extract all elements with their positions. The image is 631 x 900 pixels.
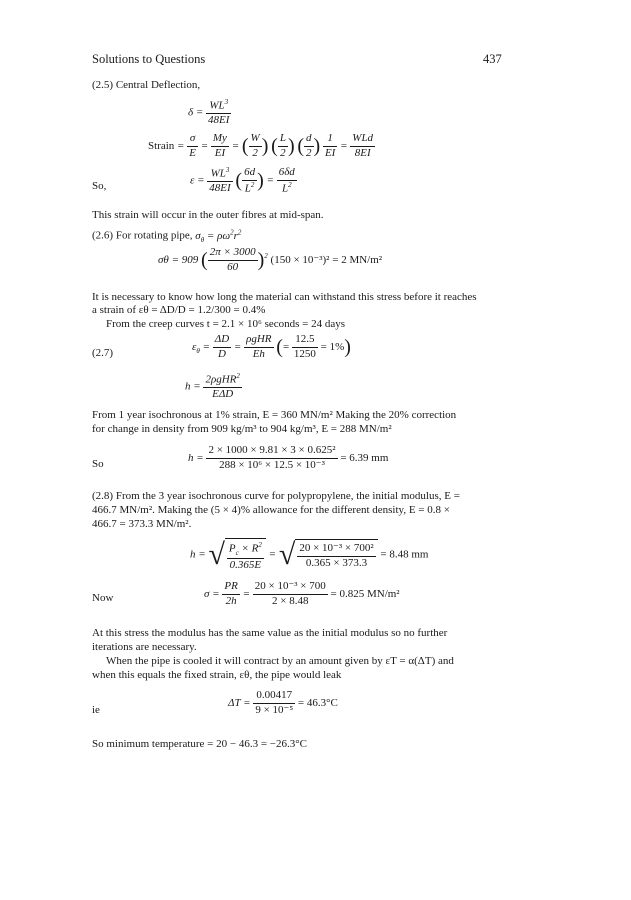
- q28-text-1: (2.8) From the 3 year isochronous curve for polypropylene, the initial modulus, E =: [92, 490, 460, 502]
- q27-text-1: From 1 year isochronous at 1% strain, E = 360 MN/m² Making the 20% correction: [92, 409, 457, 421]
- q25-conclusion: This strain will occur in the outer fibres at mid-span.: [92, 209, 324, 221]
- q28-text-7: when this equals the fixed strain, εθ, the pipe would leak: [92, 669, 342, 681]
- q27-h-calculation: h = $\frac{\text{2 × 1000 × 9.81 × 3 × 0.625²}}{\text{288 × 10⁶ × 12.5 × 10⁻³}}$ = 6.39 mm: [188, 444, 389, 471]
- q26-intro: (2.6) For rotating pipe,: [92, 229, 193, 242]
- q25-so-label: So,: [92, 180, 107, 192]
- q26-text-2: a strain of εθ = ΔD/D = 1.2/300 = 0.4%: [92, 304, 266, 316]
- q28-text-3: 466.7 = 373.3 MN/m².: [92, 518, 192, 530]
- q28-delta-t-equation: ΔT = $\frac{0.00417}{\text{9 × 10⁻⁵}}$ = 46.3°C: [228, 689, 338, 716]
- page-header-title: Solutions to Questions: [92, 52, 206, 66]
- q27-text-2: for change in density from 909 kg/m³ to 904 kg/m³, E = 288 MN/m²: [92, 423, 392, 435]
- q28-final: So minimum temperature = 20 − 46.3 = −26.3°C: [92, 738, 307, 750]
- q28-text-4: At this stress the modulus has the same value as the initial modulus so no further: [92, 627, 448, 639]
- q28-ie-label: ie: [92, 704, 100, 716]
- q25-epsilon-equation: ε = $\frac{WL^3}{48EI}$ ( $\frac{6d}{L^2}$ ) = $\frac{6\delta d}{L^2}$: [190, 166, 295, 195]
- q26-intro-line: (2.6) For rotating pipe, $\sigma_\theta = \rho\omega^2r^2$: [92, 228, 242, 244]
- q25-intro: (2.5) Central Deflection,: [92, 79, 201, 91]
- q28-h-equation: h = √ $\frac{P_c \times R^2}{0.365E}$ = √ $\frac{\text{20 × 10⁻³ × 700²}}{0.365 \times 373.3}$ = 8.48 mm: [190, 538, 429, 572]
- q26-stress-equation: σθ = 909 ( $\frac{2\pi \times 3000}{60}$ )$^2$ (150 × 10⁻³)² = 2 MN/m²: [158, 246, 383, 273]
- q27-strain-equation: $\varepsilon_\theta$ = $\frac{\Delta D}{D}$ = $\frac{\text{ρgHR}}{Eh}$ (= $\frac{12.5}{1250}$ = 1%): [192, 333, 351, 360]
- q27-h-formula: h = $\frac{2\rho gHR^2}{\text{EΔD}}$: [185, 372, 240, 401]
- q27-so-label: So: [92, 458, 104, 470]
- q25-strain-label: Strain: [148, 139, 175, 152]
- q28-sigma-equation: σ = $\frac{PR}{2h}$ = $\frac{\text{20 × 10⁻³ × 700}}{2 \times 8.48}$ = 0.825 MN/m²: [204, 580, 400, 607]
- q25-strain-equation: Strain = $\frac{\sigma}{E}$ = $\frac{My}{EI}$ = ( $\frac{W}{2}$ ) ( $\frac{L}{2}$ ) ( $\frac{d}{2}$ ) $\frac{1}{EI}$ = $\frac{\text{WLd}}{8EI}$: [148, 132, 374, 159]
- q28-text-2: 466.7 MN/m². Making the (5 × 4)% allowance for the different density, E = 0.8 ×: [92, 504, 450, 516]
- q28-now-label: Now: [92, 592, 114, 604]
- q28-text-5: iterations are necessary.: [92, 641, 197, 653]
- q28-text-6: When the pipe is cooled it will contract by an amount given by εT = α(ΔT) and: [106, 655, 454, 667]
- q25-deflection-equation: δ = $\frac{WL^3}{48EI}$: [188, 98, 230, 127]
- q27-label: (2.7): [92, 347, 114, 359]
- q26-text-1: It is necessary to know how long the material can withstand this stress before it reaches: [92, 291, 477, 303]
- page-number: 437: [483, 52, 502, 66]
- q26-text-3: From the creep curves t = 2.1 × 10⁶ seconds = 24 days: [106, 318, 346, 330]
